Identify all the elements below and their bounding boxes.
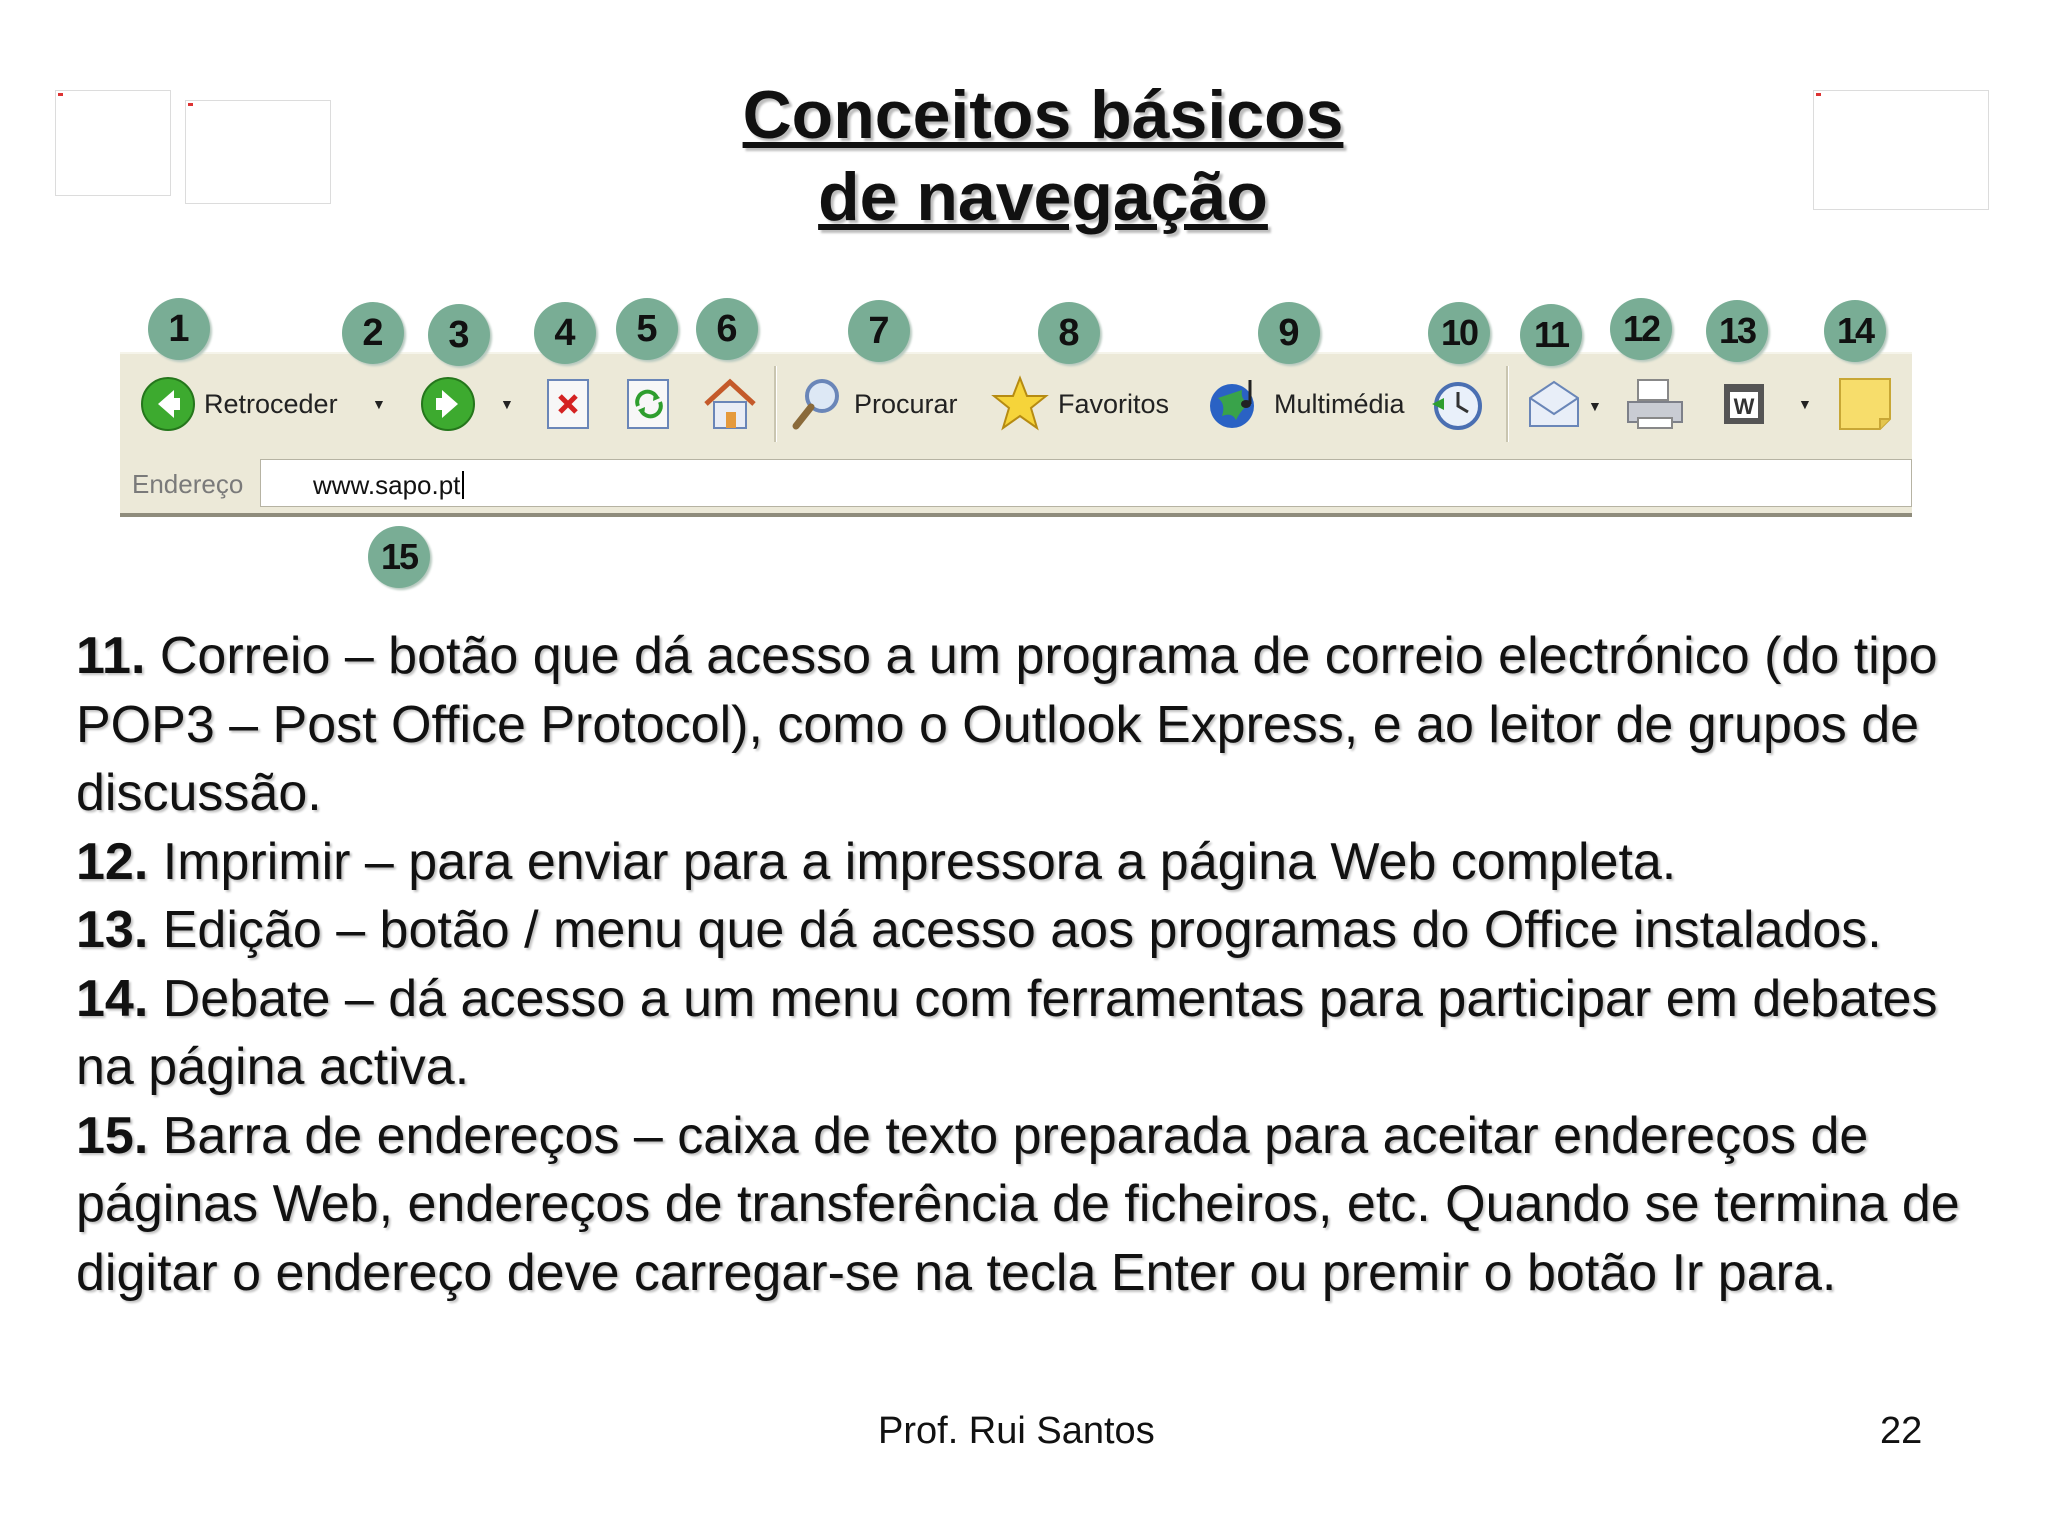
print-button[interactable] bbox=[1624, 354, 1686, 454]
back-dropdown-arrow[interactable]: ▼ bbox=[372, 396, 386, 412]
mail-dropdown-arrow[interactable]: ▼ bbox=[1588, 398, 1602, 414]
item-text: Barra de endereços – caixa de texto preparada para aceitar endereços de páginas Web, endereços de transferência de ficheiros, etc. Quando se termina de digitar o endereço deve carregar-se na tecla Enter ou premir o botão Ir para. bbox=[76, 1106, 1960, 1302]
home-button[interactable] bbox=[700, 354, 760, 454]
search-label: Procurar bbox=[854, 388, 958, 419]
svg-text:W: W bbox=[1733, 394, 1755, 419]
list-item bbox=[76, 1102, 1996, 1308]
edit-button[interactable] bbox=[1722, 354, 1766, 454]
callout-badge-6: 6 bbox=[696, 298, 758, 360]
address-text: www.sapo.pt bbox=[313, 470, 461, 500]
placeholder-frame-left-2 bbox=[185, 100, 331, 204]
callout-badge-10: 10 bbox=[1428, 302, 1490, 364]
explanation-list bbox=[76, 622, 1996, 1307]
item-text: Correio – botão que dá acesso a um programa de correio electrónico (do tipo POP3 – Post Office Protocol), como o Outlook Express, e ao leitor de grupos de discussão. bbox=[76, 627, 1938, 822]
text-caret bbox=[462, 471, 464, 499]
callout-badge-5: 5 bbox=[616, 298, 678, 360]
browser-toolbar bbox=[120, 352, 1912, 455]
callout-badge-1: 1 bbox=[148, 298, 210, 360]
callout-badge-8: 8 bbox=[1038, 302, 1100, 364]
callout-badge-7: 7 bbox=[848, 300, 910, 362]
callout-badge-11: 11 bbox=[1520, 304, 1582, 366]
address-value bbox=[313, 470, 464, 501]
mail-button[interactable] bbox=[1526, 354, 1582, 454]
forward-dropdown-arrow[interactable]: ▼ bbox=[500, 396, 514, 412]
home-icon bbox=[700, 374, 760, 434]
placeholder-frame-right bbox=[1813, 90, 1989, 210]
media-button[interactable] bbox=[1206, 354, 1405, 454]
back-label: Retroceder bbox=[204, 388, 338, 419]
item-text: Debate – dá acesso a um menu com ferramentas para participar em debates na página activa. bbox=[76, 969, 1938, 1096]
toolbar-separator-2 bbox=[1506, 366, 1509, 442]
refresh-icon bbox=[624, 376, 674, 432]
list-item bbox=[76, 965, 1996, 1102]
item-number: 11. bbox=[76, 627, 146, 685]
page-number: 22 bbox=[1880, 1410, 1923, 1452]
callout-badge-15: 15 bbox=[368, 526, 430, 588]
media-label: Multimédia bbox=[1274, 388, 1405, 419]
edit-dropdown-arrow[interactable]: ▼ bbox=[1798, 396, 1812, 412]
printer-icon bbox=[1624, 374, 1686, 434]
stop-button[interactable] bbox=[544, 354, 594, 454]
item-text: Edição – botão / menu que dá acesso aos programas do Office instalados. bbox=[148, 901, 1882, 959]
slide-title-line-2: de navegação bbox=[818, 159, 1268, 235]
item-number: 14. bbox=[76, 969, 149, 1028]
callout-badge-14: 14 bbox=[1824, 300, 1886, 362]
history-button[interactable] bbox=[1426, 354, 1486, 454]
callout-badge-9: 9 bbox=[1258, 302, 1320, 364]
back-button[interactable] bbox=[140, 354, 338, 454]
forward-arrow-icon bbox=[420, 376, 476, 432]
mail-envelope-icon bbox=[1526, 376, 1582, 432]
star-icon bbox=[990, 374, 1050, 434]
favorites-button[interactable] bbox=[990, 354, 1169, 454]
history-clock-icon bbox=[1426, 374, 1486, 434]
address-input[interactable] bbox=[260, 459, 1912, 507]
placeholder-frame-left bbox=[55, 90, 171, 196]
stop-icon bbox=[544, 376, 594, 432]
refresh-button[interactable] bbox=[624, 354, 674, 454]
toolbar-separator bbox=[774, 366, 777, 442]
item-number: 15. bbox=[76, 1106, 149, 1165]
footer-author: Prof. Rui Santos bbox=[878, 1410, 1155, 1452]
search-icon bbox=[790, 374, 846, 434]
callout-badge-4: 4 bbox=[534, 302, 596, 364]
back-arrow-icon bbox=[140, 376, 196, 432]
address-label: Endereço bbox=[132, 469, 244, 499]
search-button[interactable] bbox=[790, 354, 958, 454]
media-globe-icon bbox=[1206, 374, 1266, 434]
word-edit-icon bbox=[1722, 382, 1766, 426]
forward-button[interactable] bbox=[420, 354, 476, 454]
list-item bbox=[76, 622, 1996, 828]
callout-badge-3: 3 bbox=[428, 304, 490, 366]
note-icon bbox=[1836, 375, 1894, 433]
list-item bbox=[76, 828, 1996, 897]
slide-title-line-1: Conceitos básicos bbox=[742, 77, 1344, 153]
favorites-label: Favoritos bbox=[1058, 388, 1170, 419]
list-item bbox=[76, 896, 1996, 965]
callout-badge-2: 2 bbox=[342, 302, 404, 364]
discuss-button[interactable] bbox=[1836, 354, 1894, 454]
item-number: 12. bbox=[76, 832, 149, 891]
address-bar bbox=[120, 453, 1912, 517]
callout-badge-12: 12 bbox=[1610, 298, 1672, 360]
item-number: 13. bbox=[76, 901, 149, 959]
callout-badge-13: 13 bbox=[1706, 300, 1768, 362]
item-text: Imprimir – para enviar para a impressora a página Web completa. bbox=[148, 832, 1677, 891]
